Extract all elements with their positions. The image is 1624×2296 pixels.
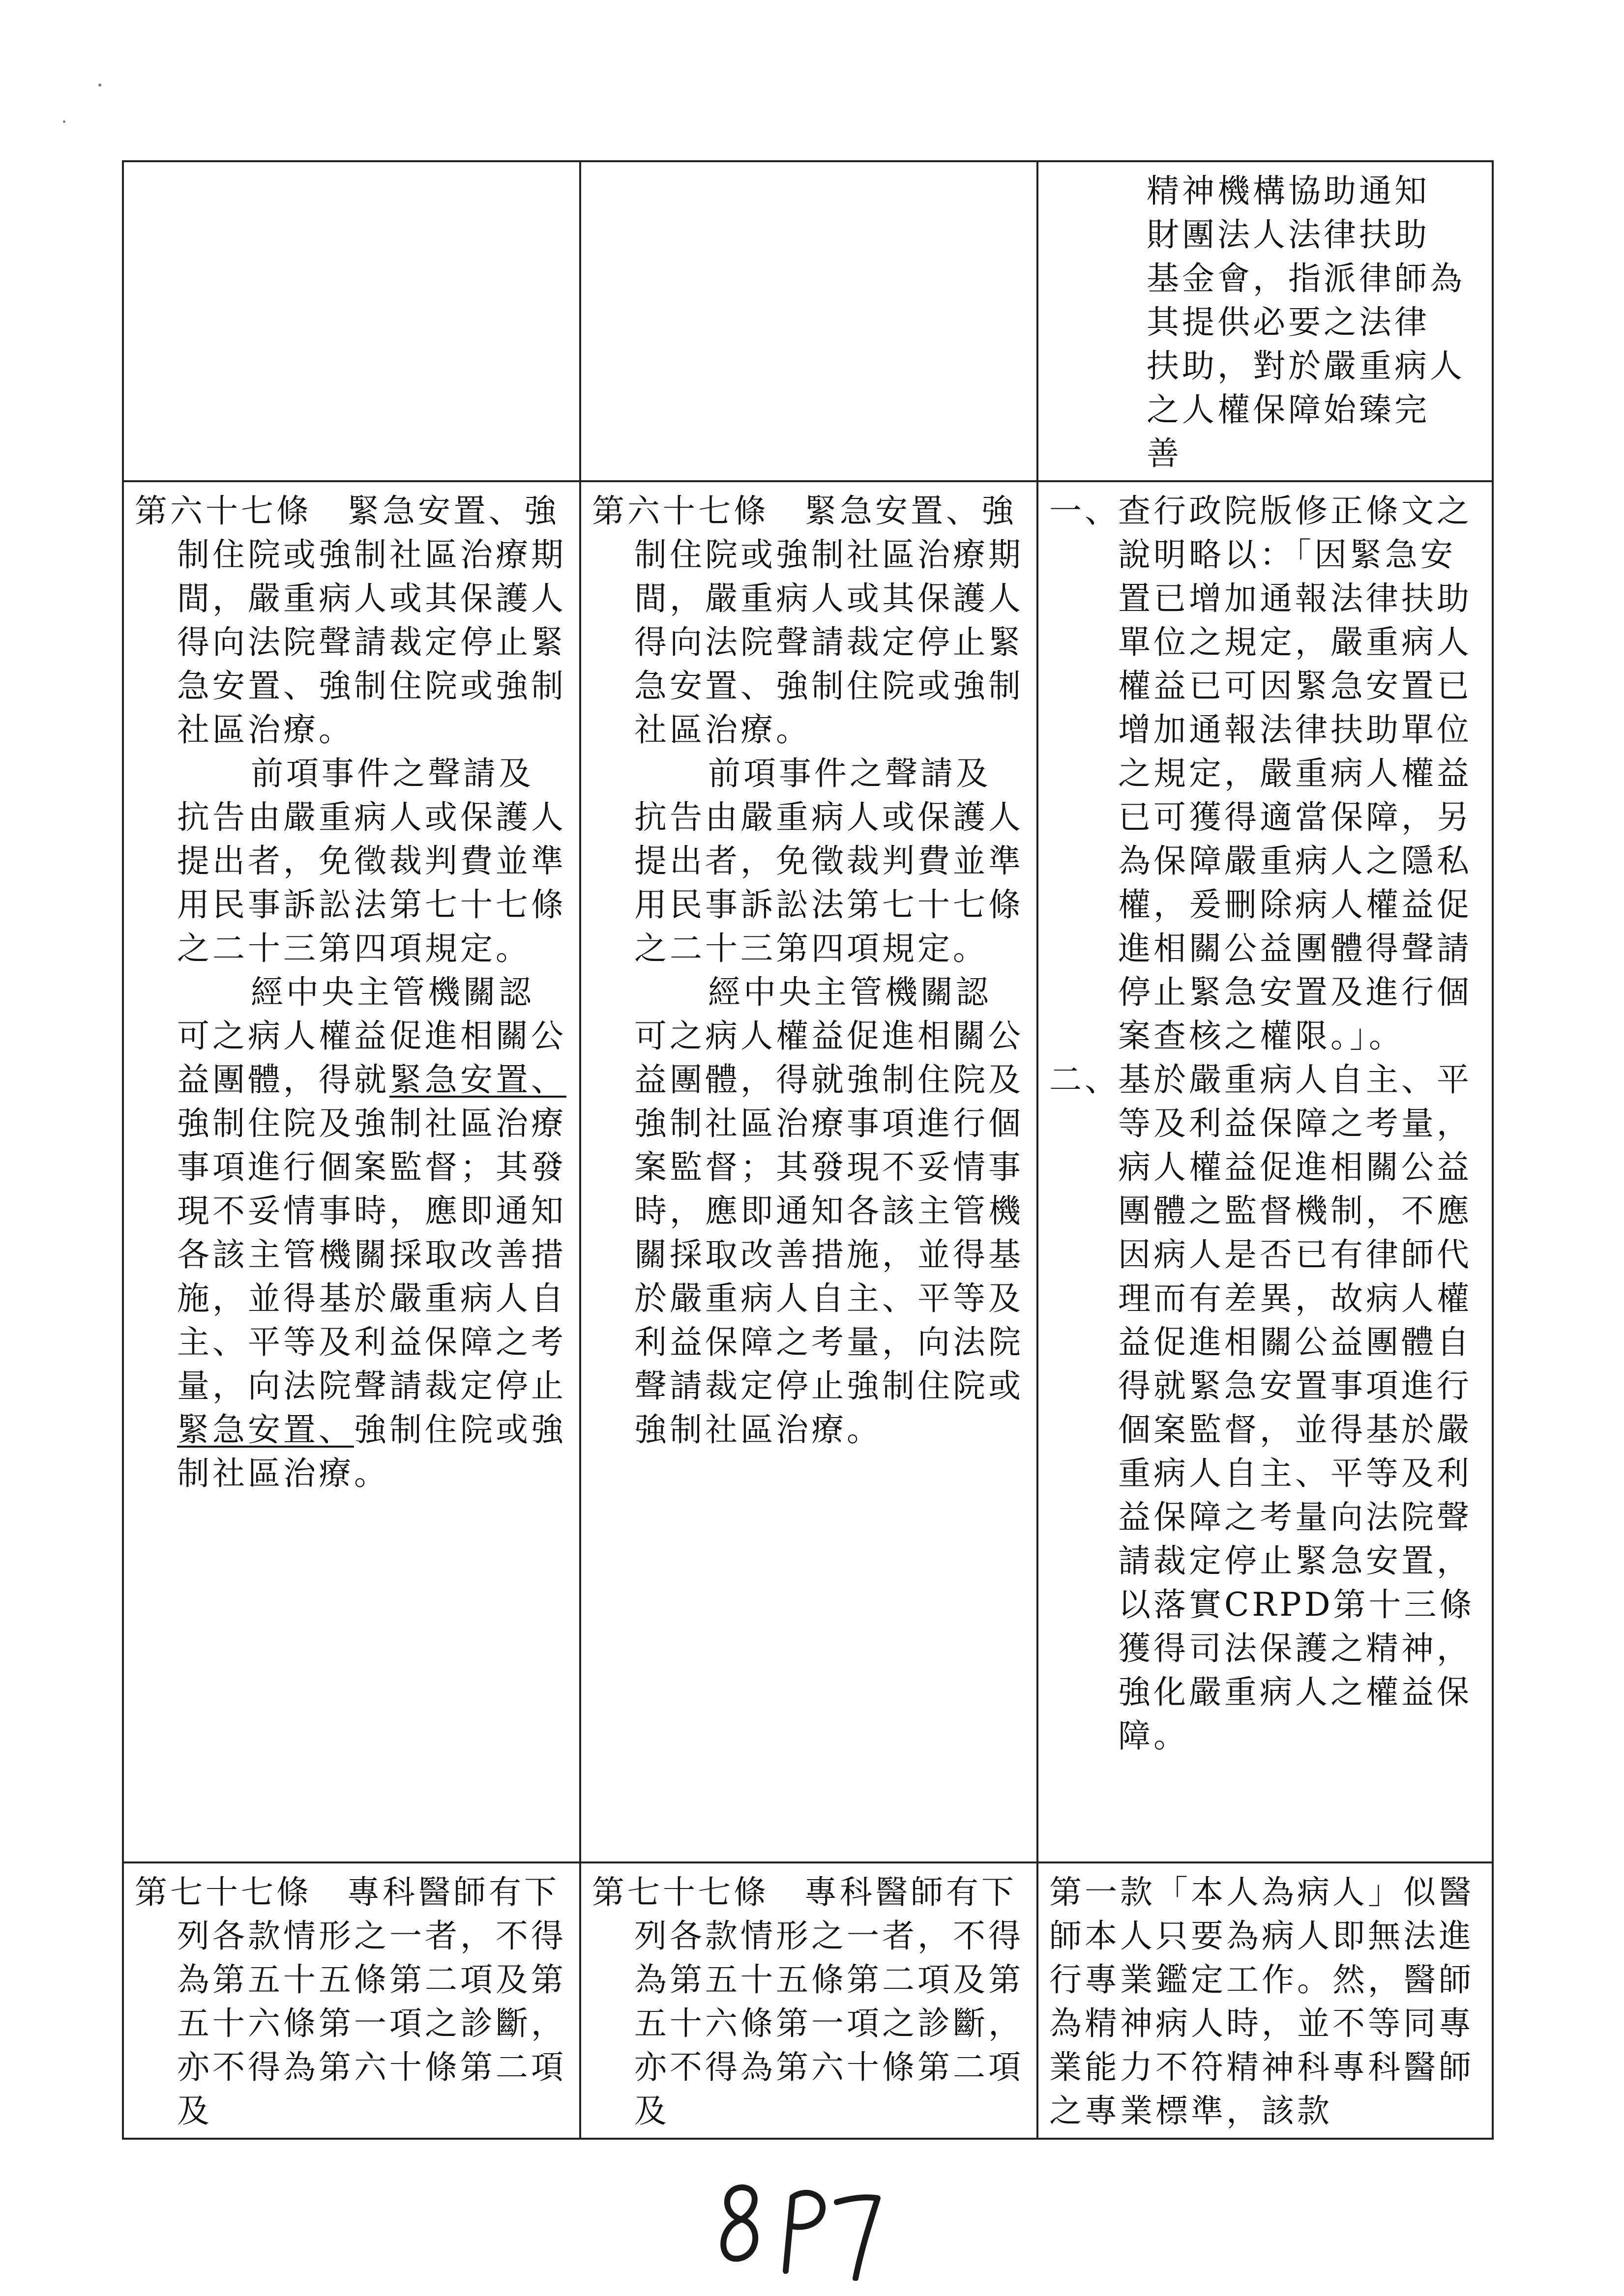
continued-text-line: 財團法人法律扶助 <box>1147 216 1430 254</box>
row3-col2-cell <box>580 1862 1037 2139</box>
article-paragraph-3: 經中央主管機關認可之病人權益促進相關公益團體，得就強制住院及強制社區治療事項進行個案監督；其發現不妥情事時，應即通知各該主管機關採取改善措施，並得基於嚴重病人自主、平等及利益保障之考量，向法院聲請裁定停止強制住院或強制社區治療。 <box>634 973 1024 1449</box>
list-item-text: 查行政院版修正條文之說明略以：「因緊急安置已增加通報法律扶助單位之規定，嚴重病人權益已可因緊急安置已增加通報法律扶助單位之規定，嚴重病人權益已可獲得適當保障，另為保障嚴重病人之隱私權，爰刪除病人權益促進相關公益團體得聲請停止緊急安置及進行個案查核之權限。」。 <box>1118 492 1472 1055</box>
row1-col3-text <box>1147 169 1482 475</box>
table-row <box>123 481 1493 1862</box>
comparison-table <box>122 160 1494 2140</box>
continued-text-line: 基金會，指派律師為 <box>1147 260 1465 297</box>
paragraph-3-text-b: 強制住院及強制社區治療事項進行個案監督；其發現不妥情事時，應即通知各該主管機關採取改善措施，並得基於嚴重病人自主、平等及利益保障之考量，向法院聲請裁定停止 <box>177 1104 566 1405</box>
row2-col1-cell <box>123 481 580 1862</box>
row1-col2-cell <box>580 161 1037 481</box>
explanation-text: 第一款「本人為病人」似醫師本人只要為病人即無法進行專業鑑定工作。然，醫師為精神病人時，並不等同專業能力不符精神科專科醫師之專業標準，該款 <box>1049 1873 1474 2130</box>
list-marker: 一、 <box>1049 492 1120 530</box>
list-item <box>1049 1058 1481 1758</box>
list-marker: 二、 <box>1049 1061 1120 1099</box>
scan-speck <box>98 84 101 87</box>
continued-text-line: 其提供必要之法律 <box>1147 303 1430 341</box>
continued-text-line: 之人權保障始臻完 <box>1147 391 1430 429</box>
article-heading: 第七十七條 專科醫師有下列各款情形之一者，不得為第五十五條第二項及第五十六條第一項之診斷，亦不得為第六十條第二項及 <box>592 1873 1024 2130</box>
paragraph-3-text-c: 強制住院或強制社區治療。 <box>177 1411 566 1492</box>
article-paragraph-3 <box>135 970 568 1495</box>
row3-col1-cell <box>123 1862 580 2139</box>
continued-text-line: 扶助，對於嚴重病人 <box>1147 347 1465 385</box>
handwritten-page-number <box>708 2168 885 2281</box>
list-item-text: 基於嚴重病人自主、平等及利益保障之考量，病人權益促進相關公益團體之監督機制，不應因病人是否已有律師代理而有差異，故病人權益促進相關公益團體自得就緊急安置事項進行個案監督，並得基於嚴重病人自主、平等及利益保障之考量向法院聲請裁定停止緊急安置，以落實CRPD第十三條獲得司法保護之精神，強化嚴重病人之權益保障。 <box>1118 1061 1475 1755</box>
explanation-list <box>1049 489 1481 1758</box>
underlined-amendment-1: 緊急安置、 <box>389 1061 566 1099</box>
scan-speck <box>63 120 65 123</box>
article-paragraph-2: 前項事件之聲請及抗告由嚴重病人或保護人提出者，免徵裁判費並準用民事訴訟法第七十七條之二十三第四項規定。 <box>177 755 566 967</box>
row1-col1-cell <box>123 161 580 481</box>
underlined-amendment-2: 緊急安置、 <box>177 1411 354 1449</box>
article-paragraph-2: 前項事件之聲請及抗告由嚴重病人或保護人提出者，免徵裁判費並準用民事訴訟法第七十七條之二十三第四項規定。 <box>634 755 1024 967</box>
continued-text-line: 精神機構協助通知 <box>1147 172 1430 210</box>
row1-col3-cell <box>1037 161 1493 481</box>
list-item <box>1049 489 1481 1058</box>
article-heading: 第七十七條 專科醫師有下列各款情形之一者，不得為第五十五條第二項及第五十六條第一項之診斷，亦不得為第六十條第二項及 <box>135 1873 566 2130</box>
continued-text-line: 善 <box>1147 435 1182 472</box>
row2-col2-cell <box>580 481 1037 1862</box>
article-heading: 第六十七條 緊急安置、強制住院或強制社區治療期間，嚴重病人或其保護人得向法院聲請裁定停止緊急安置、強制住院或強制社區治療。 <box>592 492 1024 749</box>
row2-col3-cell <box>1037 481 1493 1862</box>
row3-col3-cell <box>1037 1862 1493 2139</box>
article-heading: 第六十七條 緊急安置、強制住院或強制社區治療期間，嚴重病人或其保護人得向法院聲請裁定停止緊急安置、強制住院或強制社區治療。 <box>135 492 566 749</box>
table-row <box>123 161 1493 481</box>
table-row <box>123 1862 1493 2139</box>
paragraph-3-text-a: 經中央主管機關認可之病人權益促進相關公益團體，得就 <box>177 973 566 1099</box>
